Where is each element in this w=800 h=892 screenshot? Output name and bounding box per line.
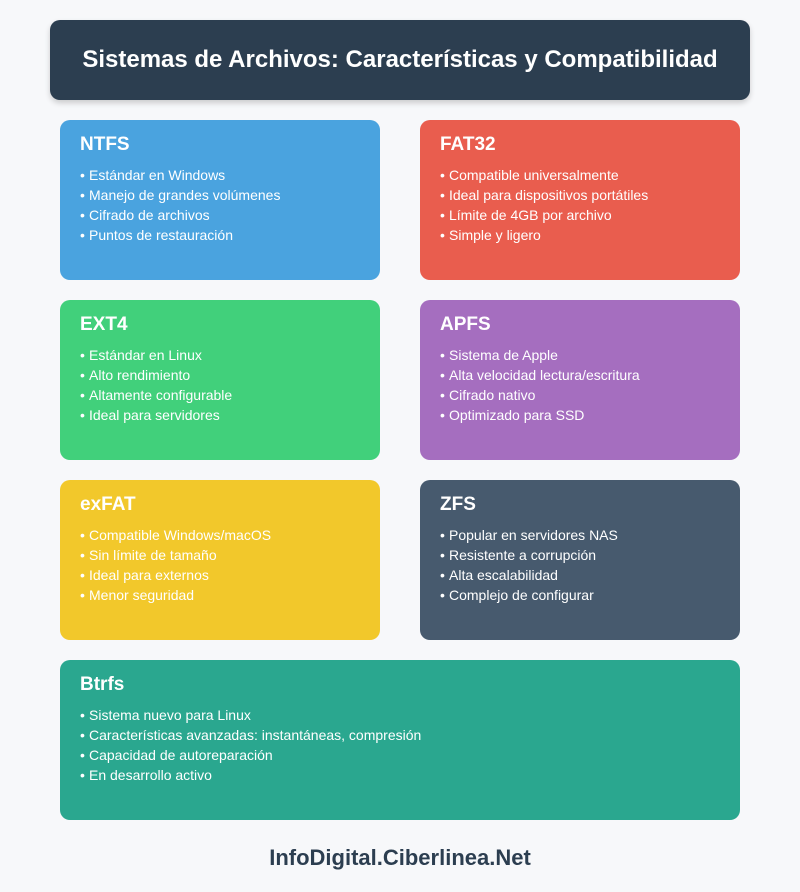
bullet-icon: • (440, 187, 445, 203)
card-exfat (60, 480, 380, 640)
list-item: • Límite de 4GB por archivo (440, 207, 612, 223)
card-ntfs (60, 120, 380, 280)
feature-list (440, 165, 720, 245)
bullet-icon: • (80, 227, 85, 243)
feature-list (440, 525, 720, 605)
list-item: • Menor seguridad (80, 587, 195, 603)
list-item: • Ideal para externos (80, 567, 209, 583)
header-banner (50, 20, 750, 100)
bullet-icon: • (80, 187, 85, 203)
bullet-icon: • (440, 547, 445, 563)
list-item: • Cifrado nativo (440, 387, 536, 403)
list-item: • Sistema nuevo para Linux (80, 707, 251, 723)
bullet-icon: • (80, 407, 85, 423)
bullet-icon: • (440, 347, 445, 363)
list-item: • Estándar en Windows (80, 167, 226, 183)
card-apfs (420, 300, 740, 460)
list-item: • Estándar en Linux (80, 347, 202, 363)
bullet-icon: • (440, 407, 445, 423)
bullet-icon: • (80, 587, 85, 603)
list-item: • Ideal para servidores (80, 407, 220, 423)
list-item: • Popular en servidores NAS (440, 527, 618, 543)
feature-list (80, 165, 360, 245)
feature-list (440, 345, 720, 425)
bullet-icon: • (440, 207, 445, 223)
bullet-icon: • (80, 727, 85, 743)
list-item: • Compatible Windows/macOS (80, 527, 272, 543)
list-item: • Complejo de configurar (440, 587, 594, 603)
bullet-icon: • (80, 527, 85, 543)
card-title: exFAT (80, 494, 136, 515)
bullet-icon: • (80, 347, 85, 363)
card-zfs (420, 480, 740, 640)
list-item: • Compatible universalmente (440, 167, 619, 183)
list-item: • Alta escalabilidad (440, 567, 558, 583)
card-title: Btrfs (80, 674, 125, 695)
card-title: NTFS (80, 134, 130, 155)
list-item: • Manejo de grandes volúmenes (80, 187, 281, 203)
bullet-icon: • (80, 547, 85, 563)
feature-list (80, 525, 360, 605)
list-item: • Sistema de Apple (440, 347, 558, 363)
list-item: • Sin límite de tamaño (80, 547, 217, 563)
list-item: • Características avanzadas: instantáneas, compresión (80, 727, 422, 743)
page-title: Sistemas de Archivos: Características y Compatibilidad (82, 46, 718, 73)
bullet-icon: • (80, 707, 85, 723)
bullet-icon: • (80, 167, 85, 183)
card-btrfs (60, 660, 740, 820)
list-item: • Alta velocidad lectura/escritura (440, 367, 640, 383)
bullet-icon: • (440, 587, 445, 603)
bullet-icon: • (440, 567, 445, 583)
bullet-icon: • (80, 387, 85, 403)
footer-site-name: InfoDigital.Ciberlinea.Net (269, 845, 531, 870)
bullet-icon: • (80, 207, 85, 223)
feature-list (80, 345, 360, 425)
list-item: • Puntos de restauración (80, 227, 233, 243)
list-item: • Capacidad de autoreparación (80, 747, 273, 763)
card-fat32 (420, 120, 740, 280)
card-title: ZFS (440, 494, 476, 515)
bullet-icon: • (440, 167, 445, 183)
card-title: FAT32 (440, 134, 496, 155)
bullet-icon: • (80, 367, 85, 383)
list-item: • Resistente a corrupción (440, 547, 597, 563)
card-ext4 (60, 300, 380, 460)
bullet-icon: • (440, 367, 445, 383)
bullet-icon: • (80, 747, 85, 763)
list-item: • Cifrado de archivos (80, 207, 210, 223)
bullet-icon: • (440, 227, 445, 243)
list-item: • Alto rendimiento (80, 367, 191, 383)
card-title: APFS (440, 314, 491, 335)
feature-list (80, 705, 720, 785)
bullet-icon: • (80, 567, 85, 583)
list-item: • En desarrollo activo (80, 767, 212, 783)
card-title: EXT4 (80, 314, 128, 335)
list-item: • Optimizado para SSD (440, 407, 585, 423)
list-item: • Ideal para dispositivos portátiles (440, 187, 649, 203)
list-item: • Altamente configurable (80, 387, 233, 403)
list-item: • Simple y ligero (440, 227, 541, 243)
bullet-icon: • (440, 527, 445, 543)
bullet-icon: • (440, 387, 445, 403)
bullet-icon: • (80, 767, 85, 783)
